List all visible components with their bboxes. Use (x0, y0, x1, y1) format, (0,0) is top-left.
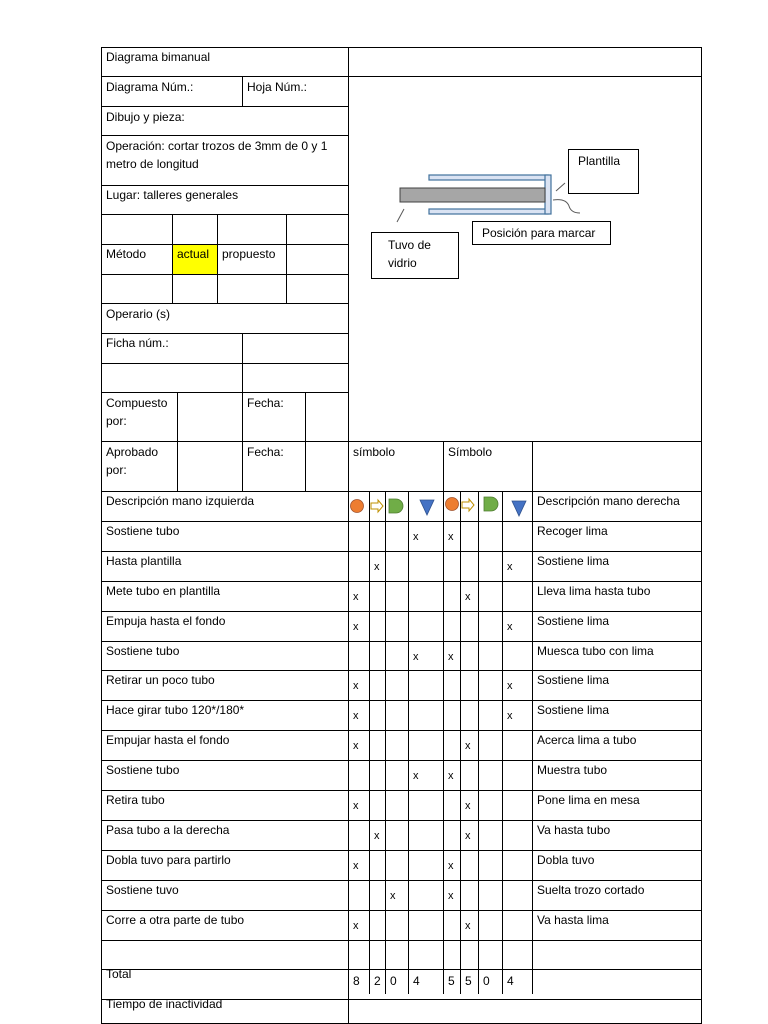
symbol-left-header: símbolo (353, 445, 396, 459)
left-symbol-mark: x (413, 531, 419, 543)
idle-time-label: Tiempo de inactividad (106, 997, 223, 1011)
right-symbols (446, 497, 527, 516)
right-hand-step: Muesca tubo con lima (537, 644, 654, 658)
left-total-value: 2 (374, 974, 381, 988)
left-hand-step: Sostiene tubo (106, 524, 180, 538)
right-symbol-mark: x (507, 680, 513, 692)
left-hand-step: Retira tubo (106, 793, 165, 807)
left-hand-step: Sostiene tubo (106, 644, 180, 658)
transport-arrow-icon (371, 500, 383, 512)
diagram-title: Diagrama bimanual (106, 50, 211, 64)
storage-triangle-icon (420, 500, 434, 515)
left-symbol-mark: x (353, 800, 359, 812)
operation-label: Operación: cortar trozos de 3mm de 0 y 1 metro de longitud (106, 139, 328, 171)
right-total-value: 5 (465, 974, 472, 988)
operator-label: Operario (s) (106, 307, 171, 321)
left-symbol-mark: x (353, 680, 359, 692)
left-hand-step: Retirar un poco tubo (106, 673, 215, 687)
left-hand-step: Mete tubo en plantilla (106, 584, 221, 598)
method-label: Método (106, 247, 147, 261)
left-symbol-mark: x (374, 561, 380, 573)
left-total-value: 8 (353, 974, 360, 988)
left-symbol-mark: x (353, 591, 359, 603)
left-hand-step: Corre a otra parte de tubo (106, 913, 245, 927)
right-symbol-mark: x (448, 860, 454, 872)
glass-tube-label: Tuvo de vidrio (388, 238, 431, 270)
file-number-label: Ficha núm.: (106, 336, 169, 350)
composed-by-label: Compuesto por: (106, 396, 168, 428)
right-hand-step: Recoger lima (537, 524, 608, 538)
right-total-value: 5 (448, 974, 455, 988)
right-hand-step: Acerca lima a tubo (537, 733, 637, 747)
left-symbol-mark: x (390, 890, 396, 902)
approved-date-label: Fecha: (247, 445, 284, 459)
right-hand-step: Pone lima en mesa (537, 793, 640, 807)
drawing-piece-label: Dibujo y pieza: (106, 110, 185, 124)
right-hand-header: Descripción mano derecha (537, 494, 680, 508)
total-label: Total (106, 967, 132, 981)
right-hand-step: Sostiene lima (537, 614, 610, 628)
left-hand-step: Pasa tubo a la derecha (106, 823, 230, 837)
right-hand-step: Va hasta tubo (537, 823, 611, 837)
left-symbol-mark: x (353, 920, 359, 932)
left-symbol-mark: x (353, 740, 359, 752)
left-hand-step: Empuja hasta el fondo (106, 614, 226, 628)
mark-position-label: Posición para marcar (482, 226, 596, 240)
right-symbol-mark: x (465, 920, 471, 932)
storage-triangle-icon (512, 501, 526, 516)
symbol-right-header: Símbolo (448, 445, 493, 459)
right-symbol-mark: x (465, 830, 471, 842)
left-hand-step: Empujar hasta el fondo (106, 733, 230, 747)
approved-by-label: Aprobado por: (106, 445, 159, 477)
right-hand-step: Sostiene lima (537, 673, 610, 687)
left-hand-step: Sostiene tuvo (106, 883, 179, 897)
right-symbol-mark: x (507, 621, 513, 633)
left-symbol-mark: x (353, 710, 359, 722)
left-hand-header: Descripción mano izquierda (106, 494, 255, 508)
right-total-value: 0 (483, 974, 490, 988)
operation-circle-icon (446, 498, 459, 511)
right-symbol-mark: x (448, 890, 454, 902)
left-hand-step: Sostiene tubo (106, 763, 180, 777)
right-symbol-mark: x (448, 651, 454, 663)
right-hand-step: Va hasta lima (537, 913, 609, 927)
right-symbol-mark: x (507, 561, 513, 573)
right-hand-step: Muestra tubo (537, 763, 608, 777)
left-hand-step: Hasta plantilla (106, 554, 182, 568)
right-hand-step: Lleva lima hasta tubo (537, 584, 651, 598)
right-total-value: 4 (507, 974, 514, 988)
diagram-number-label: Diagrama Núm.: (106, 80, 194, 94)
method-proposed: propuesto (222, 247, 276, 261)
left-total-value: 0 (390, 974, 397, 988)
left-hand-step: Hace girar tubo 120*/180* (106, 703, 245, 717)
composed-date-label: Fecha: (247, 396, 284, 410)
delay-d-icon (484, 497, 498, 511)
place-label: Lugar: talleres generales (106, 188, 239, 202)
left-symbol-mark: x (413, 770, 419, 782)
left-symbol-mark: x (413, 651, 419, 663)
right-symbol-mark: x (448, 770, 454, 782)
right-hand-step: Sostiene lima (537, 554, 610, 568)
left-symbols (351, 499, 435, 515)
left-hand-step: Dobla tuvo para partirlo (106, 853, 231, 867)
right-symbol-mark: x (448, 531, 454, 543)
right-hand-step: Sostiene lima (537, 703, 610, 717)
left-symbol-mark: x (374, 830, 380, 842)
sheet-number-label: Hoja Núm.: (247, 80, 308, 94)
right-symbol-mark: x (465, 800, 471, 812)
right-hand-step: Suelta trozo cortado (537, 883, 645, 897)
left-symbol-mark: x (353, 621, 359, 633)
template-label: Plantilla (578, 154, 621, 168)
method-actual: actual (177, 247, 210, 261)
left-symbol-mark: x (353, 860, 359, 872)
right-symbol-mark: x (465, 591, 471, 603)
delay-d-icon (389, 499, 403, 513)
operation-circle-icon (351, 500, 364, 513)
right-symbol-mark: x (465, 740, 471, 752)
right-hand-step: Dobla tuvo (537, 853, 595, 867)
left-total-value: 4 (413, 974, 420, 988)
transport-arrow-icon (462, 499, 474, 511)
right-symbol-mark: x (507, 710, 513, 722)
